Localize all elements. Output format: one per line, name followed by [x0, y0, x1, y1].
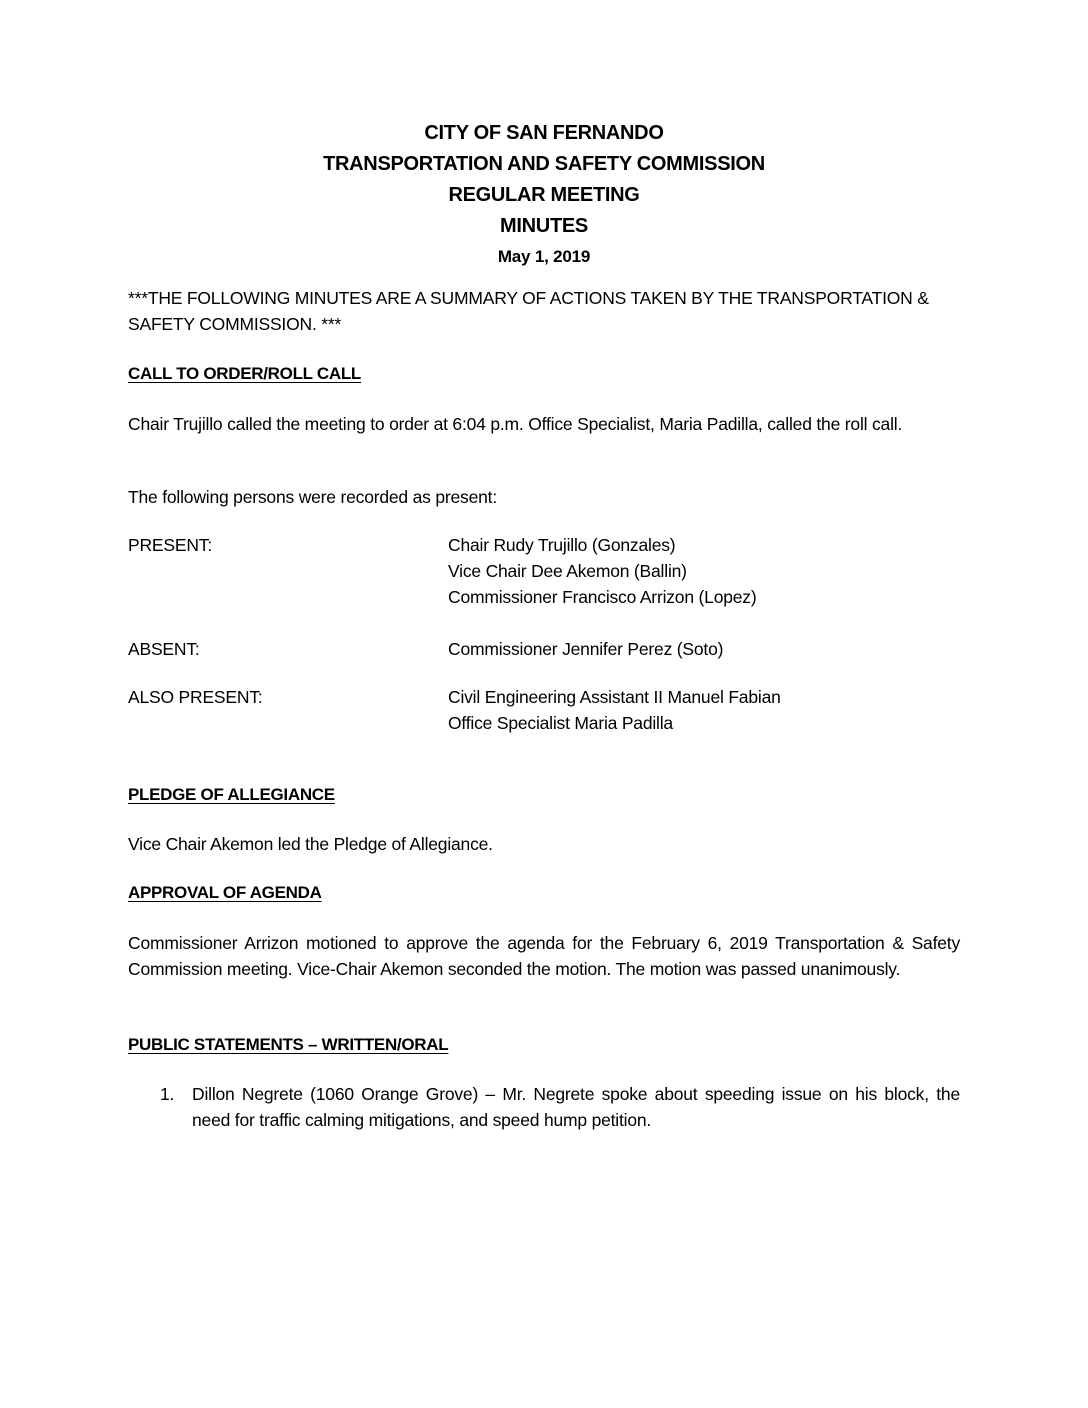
- attendee: Vice Chair Dee Akemon (Ballin): [448, 561, 687, 581]
- meeting-date: May 1, 2019: [497, 247, 591, 266]
- present-label: PRESENT:: [128, 535, 212, 555]
- document-title: MINUTES: [500, 215, 588, 237]
- call-to-order-text: Chair Trujillo called the meeting to order at 6:04 p.m. Office Specialist, Maria Padilla, called the roll call.: [128, 414, 903, 434]
- recorded-present-text: The following persons were recorded as present:: [128, 487, 497, 507]
- city-name: CITY OF SAN FERNANDO: [424, 122, 664, 144]
- attendee: Office Specialist Maria Padilla: [448, 713, 673, 733]
- attendee: Commissioner Jennifer Perez (Soto): [448, 639, 724, 659]
- attendee: Civil Engineering Assistant II Manuel Fabian: [448, 687, 781, 707]
- pledge-text: Vice Chair Akemon led the Pledge of Allegiance.: [128, 834, 493, 854]
- list-item-number: 1.: [160, 1084, 175, 1104]
- public-statements-heading: PUBLIC STATEMENTS – WRITTEN/ORAL: [128, 1035, 449, 1054]
- agenda-heading: APPROVAL OF AGENDA: [128, 883, 322, 902]
- absent-names: [448, 636, 723, 662]
- agenda-text: Commissioner Arrizon motioned to approve the agenda for the February 6, 2019 Transportation & Safety Commission meeting. Vice-Chair Akemon seconded the motion. The motion was passed unanimously.: [128, 933, 960, 979]
- meeting-type: REGULAR MEETING: [448, 184, 640, 206]
- present-names: [448, 532, 756, 610]
- attendee: Chair Rudy Trujillo (Gonzales): [448, 535, 676, 555]
- attendee: Commissioner Francisco Arrizon (Lopez): [448, 587, 757, 607]
- document-header: [0, 118, 1088, 272]
- call-to-order-heading: CALL TO ORDER/ROLL CALL: [128, 364, 361, 383]
- commission-name: TRANSPORTATION AND SAFETY COMMISSION: [323, 153, 765, 175]
- pledge-heading: PLEDGE OF ALLEGIANCE: [128, 785, 335, 804]
- list-item-text: Dillon Negrete (1060 Orange Grove) – Mr. Negrete spoke about speeding issue on his block, the need for traffic calming mitigations, and speed hump petition.: [192, 1084, 960, 1130]
- also-present-names: [448, 684, 781, 736]
- absent-label: ABSENT:: [128, 639, 200, 659]
- disclaimer-text: ***THE FOLLOWING MINUTES ARE A SUMMARY OF ACTIONS TAKEN BY THE TRANSPORTATION & SAFETY COMMISSION. ***: [128, 288, 929, 334]
- also-present-label: ALSO PRESENT:: [128, 687, 263, 707]
